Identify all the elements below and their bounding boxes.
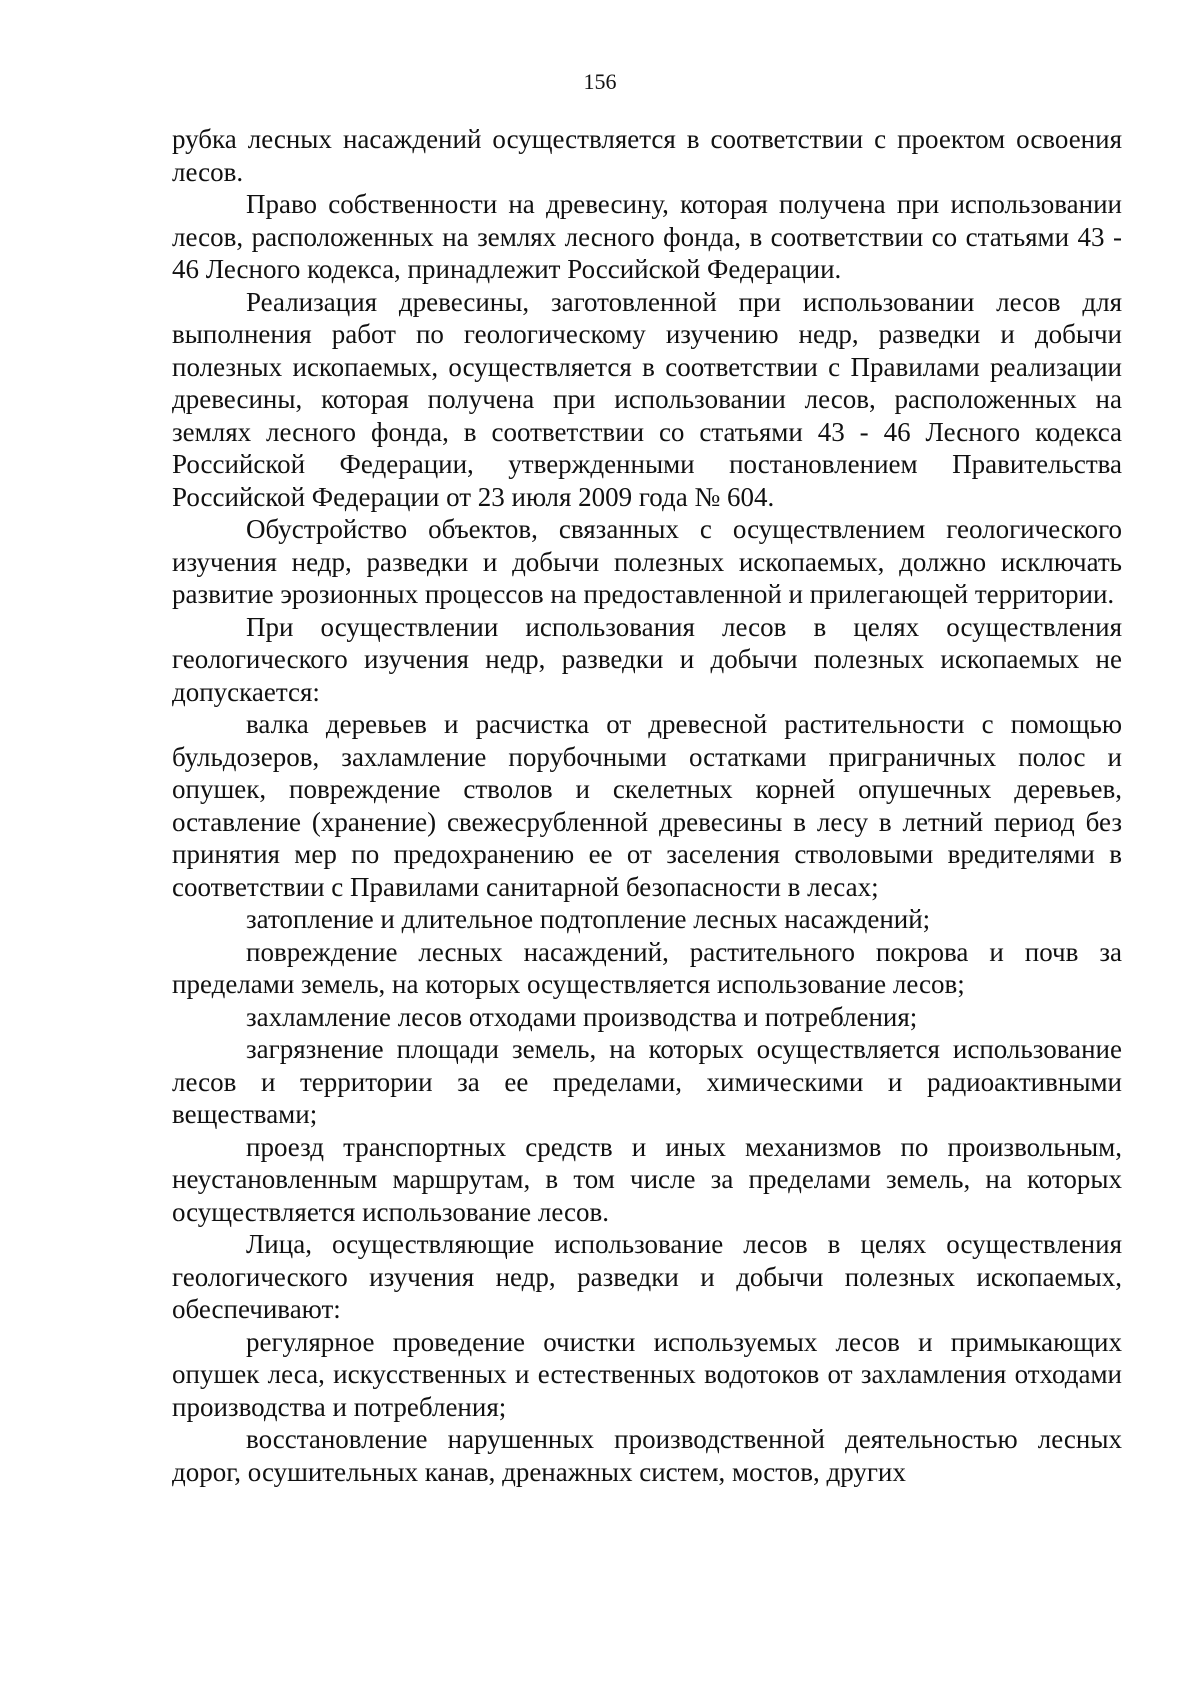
document-body: [172, 123, 1122, 1488]
paragraph: Лица, осуществляющие использование лесов в целях осуществления геологического изучения недр, разведки и добычи полезных ископаемых, обеспечивают:: [172, 1229, 1122, 1324]
list-item: валка деревьев и расчистка от древесной растительности с помощью бульдозеров, захламление порубочными остатками приграничных полос и опушек, повреждение стволов и скелетных корней опушечных деревьев, оставление (хранение) свежесрубленной древесины в лесу в летний период без принятия мер по предохранению ее от заселения стволовыми вредителями в соответствии с Правилами санитарной безопасности в лесах;: [172, 709, 1122, 902]
list-item: повреждение лесных насаждений, растительного покрова и почв за пределами земель, на которых осуществляется использование лесов;: [172, 936, 1122, 999]
list-item: захламление лесов отходами производства и потребления;: [246, 1001, 918, 1032]
paragraph: При осуществлении использования лесов в целях осуществления геологического изучения недр, разведки и добычи полезных ископаемых не допускается:: [172, 611, 1122, 707]
paragraph: Право собственности на древесину, которая получена при использовании лесов, расположенных на землях лесного фонда, в соответствии со статьями 43 - 46 Лесного кодекса, принадлежит Российской Федерации.: [172, 189, 1122, 284]
paragraph: Обустройство объектов, связанных с осуществлением геологического изучения недр, разведки и добычи полезных ископаемых, должно исключать развитие эрозионных процессов на предоставленной и прилегающей территории.: [172, 514, 1122, 609]
page-number: 156: [583, 69, 617, 94]
paragraph: рубка лесных насаждений осуществляется в соответствии с проектом освоения лесов.: [172, 124, 1122, 187]
list-item: регулярное проведение очистки используемых лесов и примыкающих опушек леса, искусственных и естественных водотоков от захламления отходами производства и потребления;: [172, 1326, 1122, 1422]
paragraph: Реализация древесины, заготовленной при использовании лесов для выполнения работ по геологическому изучению недр, разведки и добычи полезных ископаемых, осуществляется в соответствии с Правилами реализации древесины, которая получена при использовании лесов, расположенных на землях лесного фонда, в соответствии со статьями 43 - 46 Лесного кодекса Российской Федерации, утвержденными постановлением Правительства Российской Федерации от 23 июля 2009 года № 604.: [172, 286, 1122, 512]
list-item: затопление и длительное подтопление лесных насаждений;: [246, 904, 931, 934]
list-item: восстановление нарушенных производственной деятельностью лесных дорог, осушительных канав, дренажных систем, мостов, других: [172, 1424, 1122, 1487]
list-item: загрязнение площади земель, на которых осуществляется использование лесов и территории за ее пределами, химическими и радиоактивными веществами;: [172, 1034, 1122, 1129]
list-item: проезд транспортных средств и иных механизмов по произвольным, неустановленным маршрутам, в том числе за пределами земель, на которых осуществляется использование лесов.: [172, 1131, 1122, 1227]
